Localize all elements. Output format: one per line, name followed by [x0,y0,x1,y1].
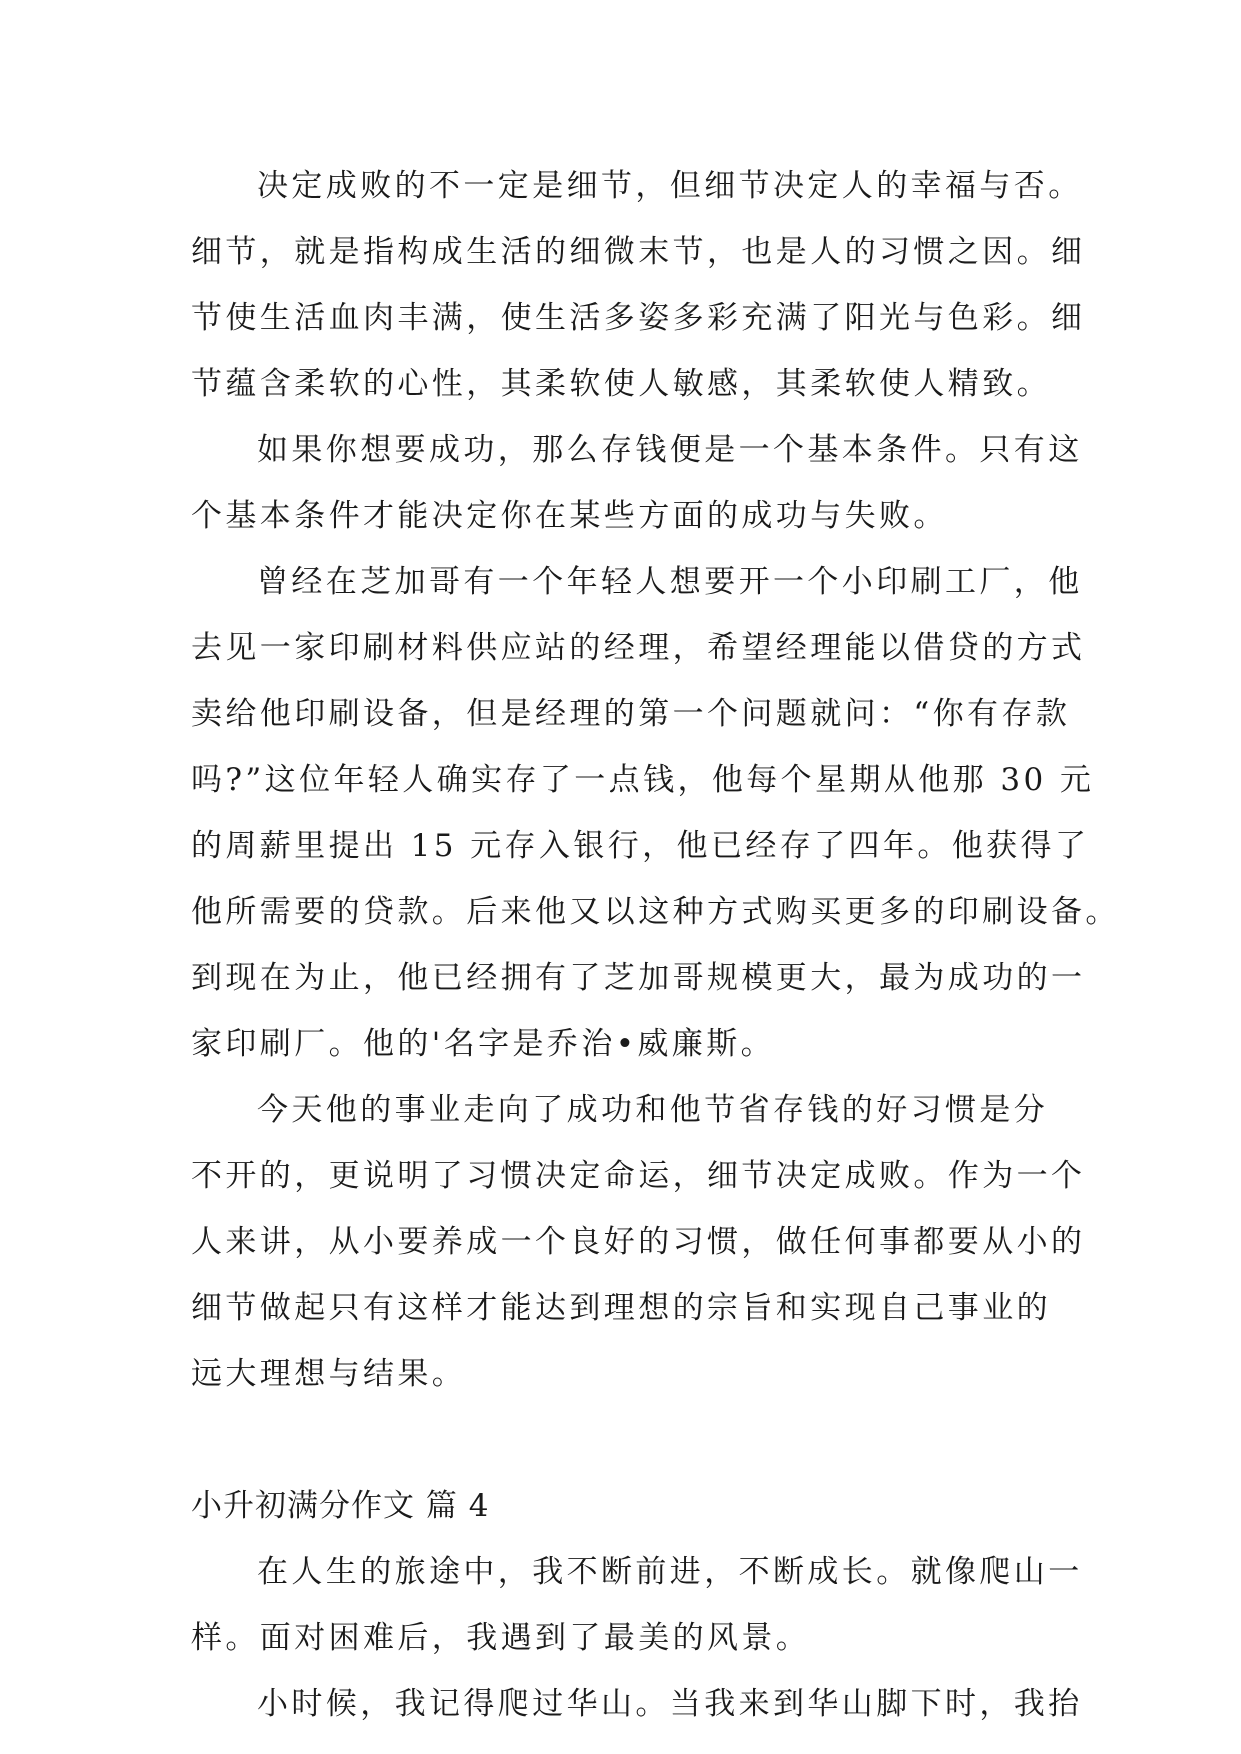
section-heading: 小升初满分作文 篇 4 [191,1488,490,1524]
paragraph-line: 样。面对困难后，我遇到了最美的风景。 [191,1620,811,1656]
paragraph-line: 节蕴含柔软的心性，其柔软使人敏感，其柔软使人精致。 [191,366,1051,402]
paragraph-line: 细节做起只有这样才能达到理想的宗旨和实现自己事业的 [191,1290,1051,1326]
paragraph-line: 决定成败的不一定是细节，但细节决定人的幸福与否。 [257,168,1083,204]
paragraph-line: 家印刷厂。他的'名字是乔治•威廉斯。 [191,1026,776,1062]
paragraph-line: 去见一家印刷材料供应站的经理，希望经理能以借贷的方式 [191,630,1086,666]
paragraph-line: 小时候，我记得爬过华山。当我来到华山脚下时，我抬 [257,1686,1083,1722]
paragraph-line: 卖给他印刷设备，但是经理的第一个问题就问：“你有存款 [191,696,1071,732]
paragraph-line: 他所需要的贷款。后来他又以这种方式购买更多的印刷设备。 [191,894,1120,930]
paragraph-line: 个基本条件才能决定你在某些方面的成功与失败。 [191,498,948,534]
paragraph-line: 远大理想与结果。 [191,1356,467,1392]
paragraph-line: 如果你想要成功，那么存钱便是一个基本条件。只有这 [257,432,1083,468]
paragraph-line: 到现在为止，他已经拥有了芝加哥规模更大，最为成功的一 [191,960,1086,996]
paragraph-line: 的周薪里提出 15 元存入银行，他已经存了四年。他获得了 [191,828,1090,864]
paragraph-line: 细节，就是指构成生活的细微末节，也是人的习惯之因。细 [191,234,1086,270]
paragraph-line: 吗?”这位年轻人确实存了一点钱，他每个星期从他那 30 元 [191,762,1095,798]
paragraph-line: 曾经在芝加哥有一个年轻人想要开一个小印刷工厂，他 [257,564,1083,600]
paragraph-line: 人来讲，从小要养成一个良好的习惯，做任何事都要从小的 [191,1224,1086,1260]
paragraph-line: 不开的，更说明了习惯决定命运，细节决定成败。作为一个 [191,1158,1086,1194]
paragraph-line: 在人生的旅途中，我不断前进，不断成长。就像爬山一 [257,1554,1083,1590]
paragraph-line: 今天他的事业走向了成功和他节省存钱的好习惯是分 [257,1092,1049,1128]
paragraph-line: 节使生活血肉丰满，使生活多姿多彩充满了阳光与色彩。细 [191,300,1086,336]
